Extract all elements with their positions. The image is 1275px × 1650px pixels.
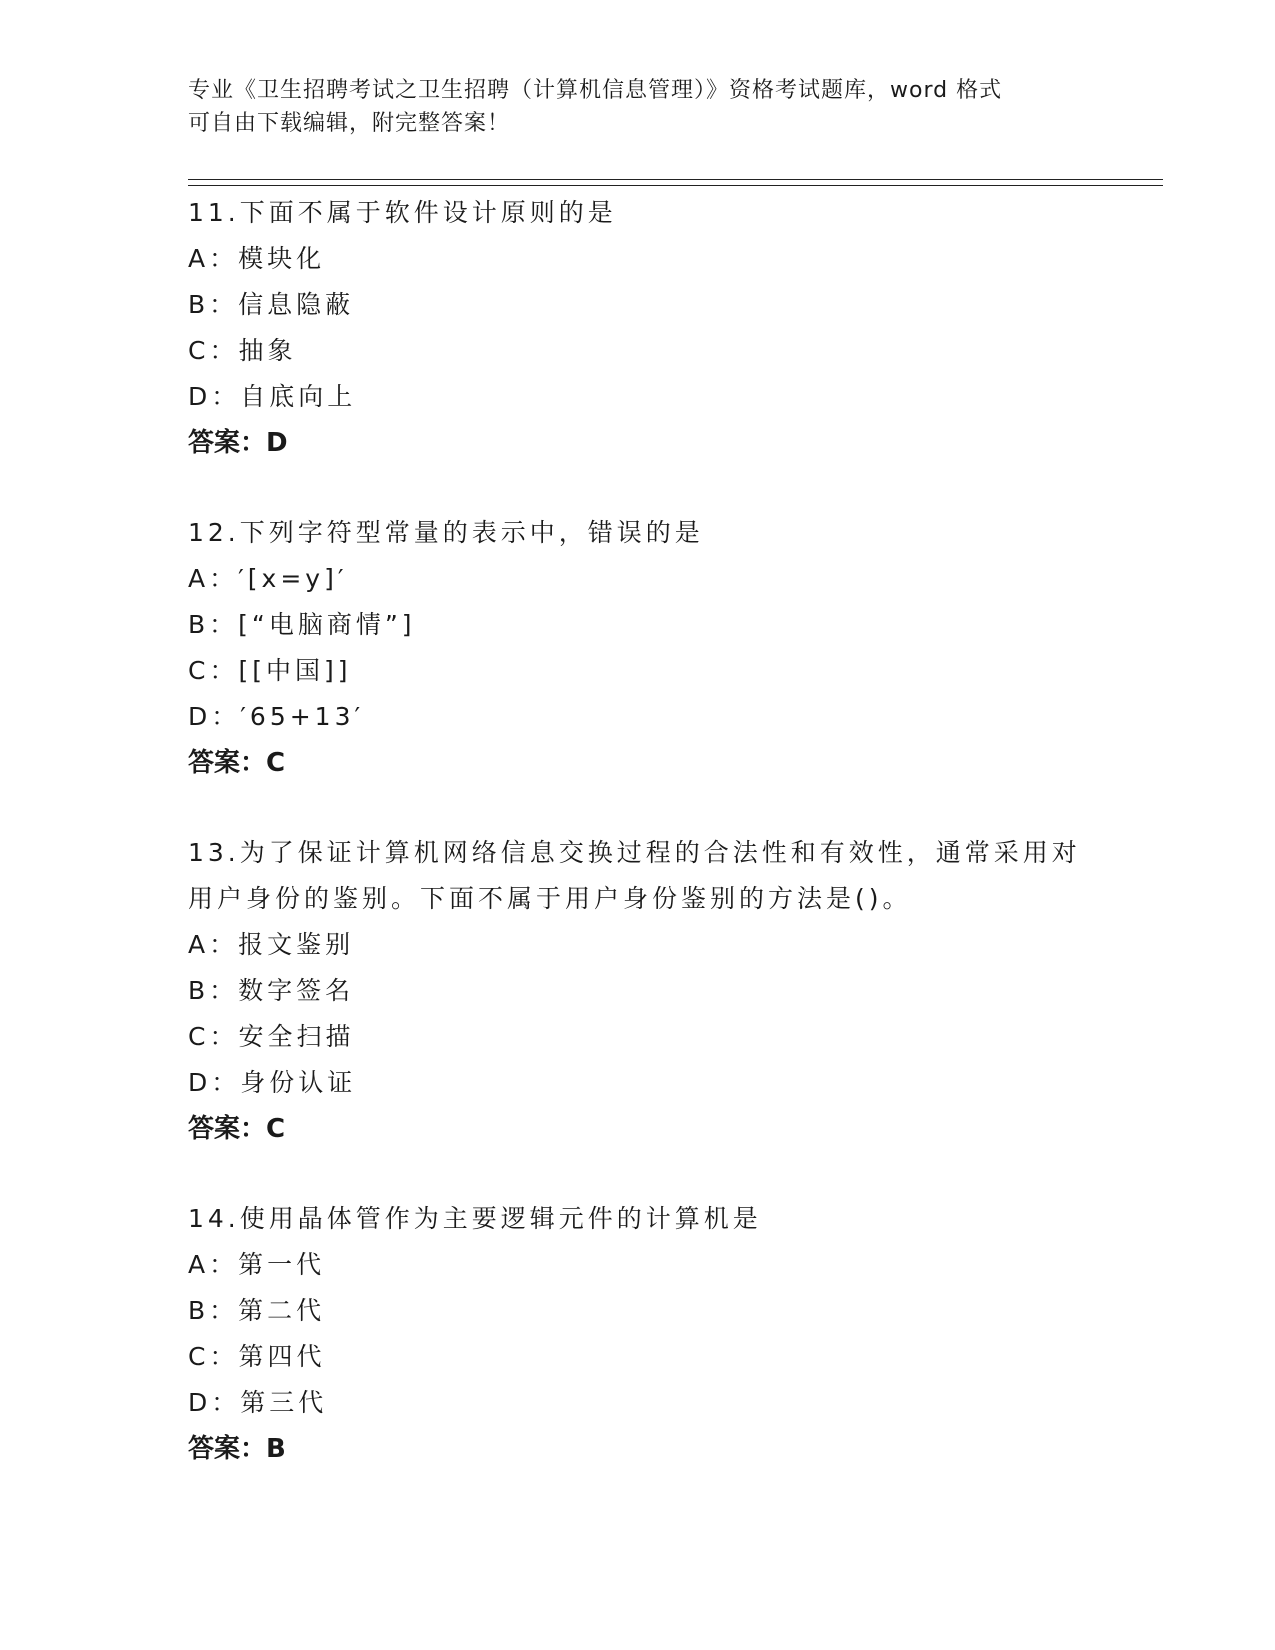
option-a: A：第一代: [188, 1250, 326, 1279]
question-title-line: 12.下列字符型常量的表示中，错误的是: [188, 518, 704, 547]
option-b: B：第二代: [188, 1296, 326, 1325]
option-a: A：报文鉴别: [188, 930, 355, 959]
answer-label: 答案：B: [188, 1434, 286, 1464]
option-b: B：数字签名: [188, 976, 355, 1005]
option-b: B：信息隐蔽: [188, 290, 355, 319]
question-title-line: 13.为了保证计算机网络信息交换过程的合法性和有效性，通常采用对: [188, 838, 1081, 867]
option-d: D：第三代: [188, 1388, 328, 1417]
question-title: [188, 190, 1138, 236]
header-divider-top: [188, 179, 1163, 180]
option-c: C：抽象: [188, 336, 297, 365]
option-d: D：身份认证: [188, 1068, 357, 1097]
question-title-line: 用户身份的鉴别。下面不属于用户身份鉴别的方法是()。: [188, 884, 912, 913]
header-divider-bottom: [188, 185, 1163, 186]
question-title: [188, 830, 1138, 922]
answer-label: 答案：C: [188, 1114, 286, 1144]
option-a: A：模块化: [188, 244, 326, 273]
question-14: [188, 1196, 1138, 1472]
option-b: B：[“电脑商情”]: [188, 610, 416, 639]
question-list: [188, 190, 1138, 1516]
option-a: A：′[x=y]′: [188, 564, 348, 593]
document-header: [188, 74, 1088, 140]
question-title-line: 11.下面不属于软件设计原则的是: [188, 198, 617, 227]
option-d: D：自底向上: [188, 382, 357, 411]
option-c: C：安全扫描: [188, 1022, 355, 1051]
question-11: [188, 190, 1138, 466]
question-12: [188, 510, 1138, 786]
option-c: C：[[中国]]: [188, 656, 352, 685]
answer-label: 答案：C: [188, 748, 286, 778]
header-line-2: 可自由下载编辑，附完整答案！: [188, 111, 511, 136]
question-13: [188, 830, 1138, 1152]
header-line-1: 专业《卫生招聘考试之卫生招聘（计算机信息管理）》资格考试题库，word 格式: [188, 78, 1003, 103]
option-c: C：第四代: [188, 1342, 326, 1371]
question-title-line: 14.使用晶体管作为主要逻辑元件的计算机是: [188, 1204, 762, 1233]
answer-label: 答案：D: [188, 428, 288, 458]
question-title: [188, 510, 1138, 556]
question-title: [188, 1196, 1138, 1242]
option-d: D：′65+13′: [188, 702, 365, 731]
